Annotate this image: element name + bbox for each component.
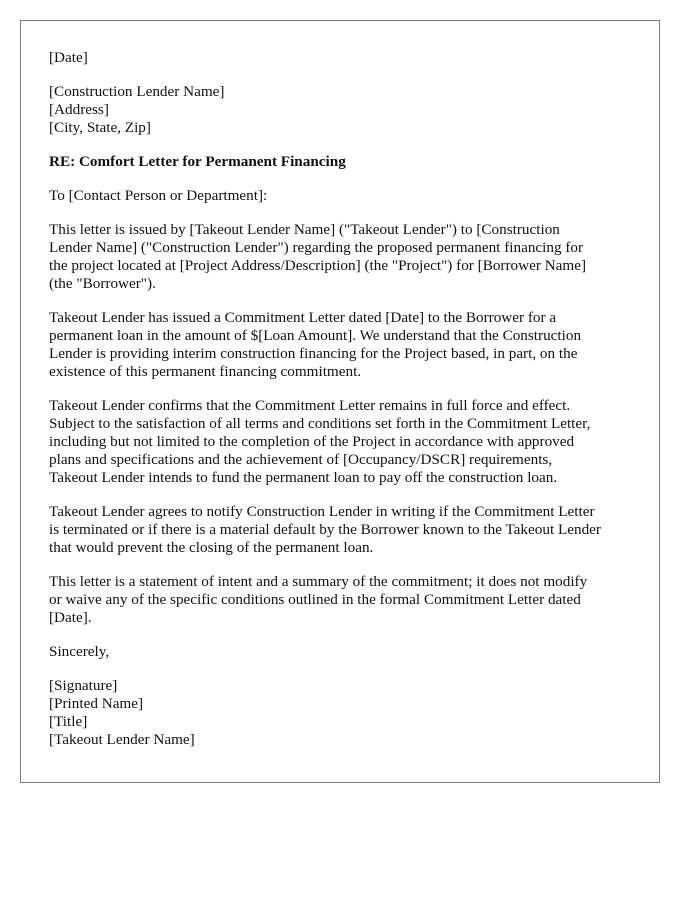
- paragraph-line: Lender is providing interim construction financing for the Project based, in part, on the: [49, 345, 578, 362]
- signer-title: [Title]: [49, 713, 88, 730]
- paragraph-line: plans and specifications and the achievement of [Occupancy/DSCR] requirements,: [49, 451, 553, 468]
- subject-block: [49, 153, 631, 171]
- salutation: To [Contact Person or Department]:: [49, 187, 268, 204]
- recipient-address: [Address]: [49, 101, 109, 118]
- letter-date-block: [49, 49, 631, 67]
- closing-block: [49, 643, 631, 661]
- paragraph-2: [49, 309, 631, 381]
- signature-placeholder: [Signature]: [49, 677, 118, 694]
- paragraph-line: the project located at [Project Address/Description] (the "Project") for [Borrower Name]: [49, 257, 587, 274]
- paragraph-line: or waive any of the specific conditions outlined in the formal Commitment Letter dated: [49, 591, 581, 608]
- recipient-address-block: [49, 83, 631, 137]
- paragraph-5: [49, 573, 631, 627]
- paragraph-line: Takeout Lender agrees to notify Construction Lender in writing if the Commitment Letter: [49, 503, 595, 520]
- recipient-name: [Construction Lender Name]: [49, 83, 225, 100]
- paragraph-line: [Date].: [49, 609, 92, 626]
- lender-name: [Takeout Lender Name]: [49, 731, 195, 748]
- closing: Sincerely,: [49, 643, 110, 660]
- paragraph-3: [49, 397, 631, 487]
- recipient-city-state-zip: [City, State, Zip]: [49, 119, 151, 136]
- paragraph-line: This letter is issued by [Takeout Lender Name] ("Takeout Lender") to [Construction: [49, 221, 560, 238]
- paragraph-line: (the "Borrower").: [49, 275, 156, 292]
- paragraph-line: that would prevent the closing of the permanent loan.: [49, 539, 374, 556]
- paragraph-line: This letter is a statement of intent and a summary of the commitment; it does not modify: [49, 573, 588, 590]
- paragraph-line: Subject to the satisfaction of all terms and conditions set forth in the Commitment Letter,: [49, 415, 591, 432]
- paragraph-line: Takeout Lender intends to fund the permanent loan to pay off the construction loan.: [49, 469, 558, 486]
- paragraph-line: existence of this permanent financing commitment.: [49, 363, 362, 380]
- paragraph-line: including but not limited to the completion of the Project in accordance with approved: [49, 433, 575, 450]
- paragraph-line: Takeout Lender confirms that the Commitment Letter remains in full force and effect.: [49, 397, 571, 414]
- paragraph-1: [49, 221, 631, 293]
- letter-date: [Date]: [49, 49, 88, 66]
- subject-line: RE: Comfort Letter for Permanent Financing: [49, 153, 346, 170]
- salutation-block: [49, 187, 631, 205]
- paragraph-line: permanent loan in the amount of $[Loan Amount]. We understand that the Construction: [49, 327, 582, 344]
- paragraph-line: Takeout Lender has issued a Commitment Letter dated [Date] to the Borrower for a: [49, 309, 557, 326]
- signature-block: [49, 677, 631, 749]
- paragraph-4: [49, 503, 631, 557]
- letter-page: [20, 20, 660, 783]
- paragraph-line: is terminated or if there is a material default by the Borrower known to the Takeout Lender: [49, 521, 601, 538]
- printed-name: [Printed Name]: [49, 695, 144, 712]
- paragraph-line: Lender Name] ("Construction Lender") regarding the proposed permanent financing for: [49, 239, 584, 256]
